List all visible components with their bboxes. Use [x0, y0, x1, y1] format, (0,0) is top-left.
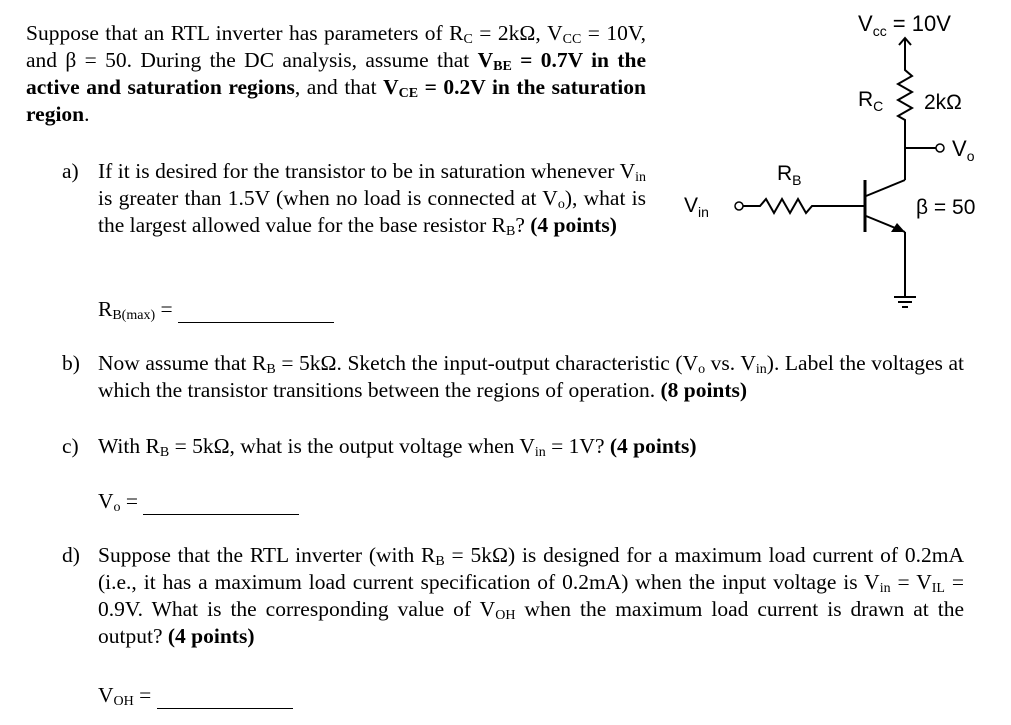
answer-voh: [98, 682, 293, 709]
vbe-assumption: $V_{BE} = 0.7V$ in the active and saturation regions: [26, 48, 646, 99]
vo-terminal: [936, 144, 944, 152]
question-c-points: (4 points): [609, 434, 697, 458]
vo-label: $V_o$: [952, 136, 975, 164]
question-c-label: c): [62, 434, 79, 458]
answer-voh-blank[interactable]: [157, 686, 293, 709]
rc-label: $R_C$: [858, 88, 884, 114]
answer-vo: [98, 488, 299, 515]
question-a-points: (4 points): [530, 213, 617, 237]
question-d-points: (4 points): [167, 624, 255, 648]
answer-vo-blank[interactable]: [143, 492, 299, 515]
answer-rb-max-label: $R_{B(max)}$ =: [98, 297, 173, 323]
question-a-label: a): [62, 159, 79, 183]
problem-intro: [26, 20, 646, 128]
beta-label: β = 50: [916, 196, 976, 219]
vin-label: $V_{in}$: [684, 194, 709, 220]
rc-resistor: [898, 52, 912, 148]
rb-label: $R_B$: [777, 162, 802, 188]
rb-resistor: [743, 199, 865, 213]
answer-vo-label: $V_o$ =: [98, 489, 139, 515]
vin-terminal: [735, 202, 743, 210]
intro-text: Suppose that an RTL inverter has parameters of $R_C = 2k\Omega$, $V_{CC} = 10V$, and β = 50. During the DC analysis, assume that $V_{BE} = 0.7V$ in the active and saturation regions, and that $V_{CE} = 0.2V$ in the saturation region.: [26, 21, 646, 126]
question-b-text: Now assume that $R_B = 5k\Omega$. Sketch the input-output characteristic ($V_o$ vs. $V_{in}$). Label the voltages at which the transistor transitions between the regions of operation. (8 points): [98, 351, 964, 402]
ground-icon: [894, 297, 916, 307]
question-d-text: Suppose that the RTL inverter (with $R_B = 5k\Omega$) is designed for a maximum load current of 0.2mA (i.e., it has a maximum load current specification of 0.2mA) when the input voltage is $V_{in} = V_{IL} = 0.9V$. What is the corresponding value of $V_{OH}$ when the maximum load current is drawn at the output? (4 points): [98, 543, 965, 648]
answer-rb-max-blank[interactable]: [178, 300, 334, 323]
vcc-label: $V_{cc} = 10V$: [858, 11, 951, 39]
question-b-label: b): [62, 351, 80, 375]
question-d-label: d): [62, 543, 80, 567]
answer-voh-label: $V_{OH}$ =: [98, 683, 152, 709]
answer-rb-max: [98, 296, 334, 323]
question-b-points: (8 points): [660, 378, 748, 402]
question-a-text: If it is desired for the transistor to be in saturation whenever $V_{in}$ is greater than 1.5V (when no load is connected at $V_o$), what is the largest allowed value for the base resistor $R_B$? (4 points): [98, 159, 646, 239]
collector-lead: [866, 180, 905, 196]
rtl-inverter-circuit: [660, 0, 1011, 330]
question-c-text: With $R_B = 5k\Omega$, what is the output voltage when $V_{in} = 1V$? (4 points): [98, 434, 697, 460]
rc-value: 2kΩ: [924, 91, 962, 114]
vce-assumption: $V_{CE} = 0.2V$ in the saturation region: [26, 75, 646, 126]
